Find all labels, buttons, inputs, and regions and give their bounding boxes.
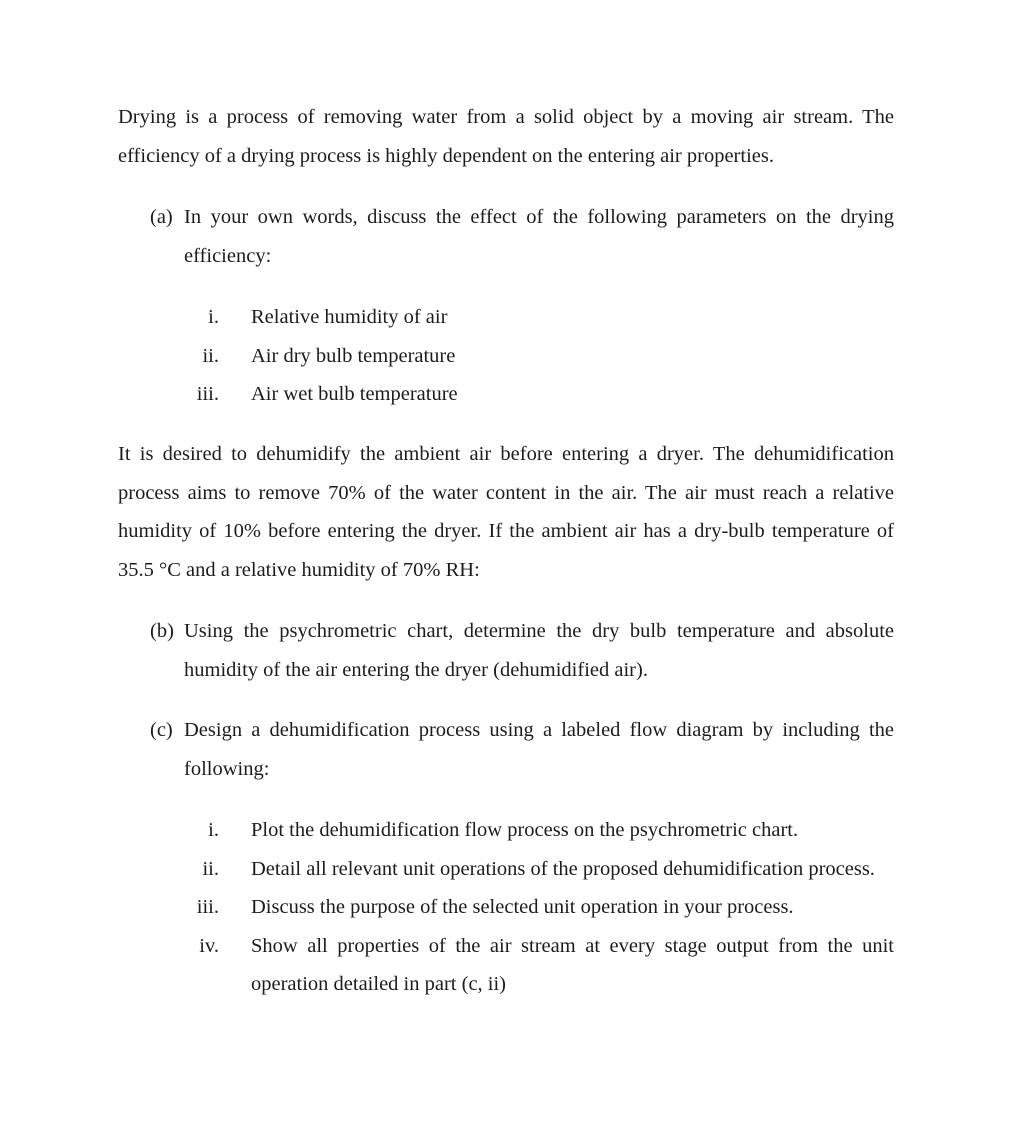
list-item-text: Relative humidity of air	[251, 306, 448, 328]
list-item-text: Discuss the purpose of the selected unit operation in your process.	[251, 896, 794, 918]
list-item	[184, 298, 894, 337]
list-item-text: Show all properties of the air stream at every stage output from the unit operation detailed in part (c, ii)	[251, 934, 894, 995]
question-b-label: (b)	[150, 620, 174, 642]
list-item-number: ii.	[202, 857, 219, 880]
question-a-text: In your own words, discuss the effect of the following parameters on the drying efficiency:	[184, 206, 894, 267]
question-c-text: Design a dehumidification process using a labeled flow diagram by including the following:	[184, 719, 894, 780]
question-a-list	[184, 298, 894, 414]
list-item	[184, 850, 894, 889]
question-a-label: (a)	[150, 206, 173, 228]
intro-paragraph: Drying is a process of removing water from a solid object by a moving air stream. The efficiency of a drying process is highly dependent on the entering air properties.	[118, 106, 894, 167]
list-item-number: iii.	[196, 896, 219, 918]
question-c-label: (c)	[150, 719, 173, 741]
list-item-number: i.	[208, 306, 219, 328]
list-item-text: Detail all relevant unit operations of the proposed dehumidification process.	[251, 857, 875, 880]
list-item-text: Air dry bulb temperature	[251, 344, 456, 367]
list-item-number: iii.	[196, 383, 219, 405]
scenario-paragraph: It is desired to dehumidify the ambient air before entering a dryer. The dehumidification process aims to remove 70% of the water content in the air. The air must reach a relative humidity of 10% before entering the dryer. If the ambient air has a dry-bulb temperature of 35.5 °C and a relative humidity of 70% RH:	[118, 443, 894, 581]
list-item-number: ii.	[202, 344, 219, 367]
list-item-text: Air wet bulb temperature	[251, 383, 458, 405]
question-b	[150, 612, 894, 689]
list-item	[184, 888, 894, 927]
question-b-text: Using the psychrometric chart, determine the dry bulb temperature and absolute humidity of the air entering the dryer (dehumidified air).	[184, 620, 894, 681]
question-a	[150, 198, 894, 275]
list-item-number: i.	[208, 819, 219, 841]
list-item	[184, 337, 894, 376]
list-item-text: Plot the dehumidification flow process on the psychrometric chart.	[251, 819, 799, 841]
list-item	[184, 927, 894, 1004]
list-item	[184, 375, 894, 414]
question-c	[150, 711, 894, 788]
list-item-number: iv.	[199, 934, 219, 957]
question-c-list	[184, 811, 894, 1004]
list-item	[184, 811, 894, 850]
